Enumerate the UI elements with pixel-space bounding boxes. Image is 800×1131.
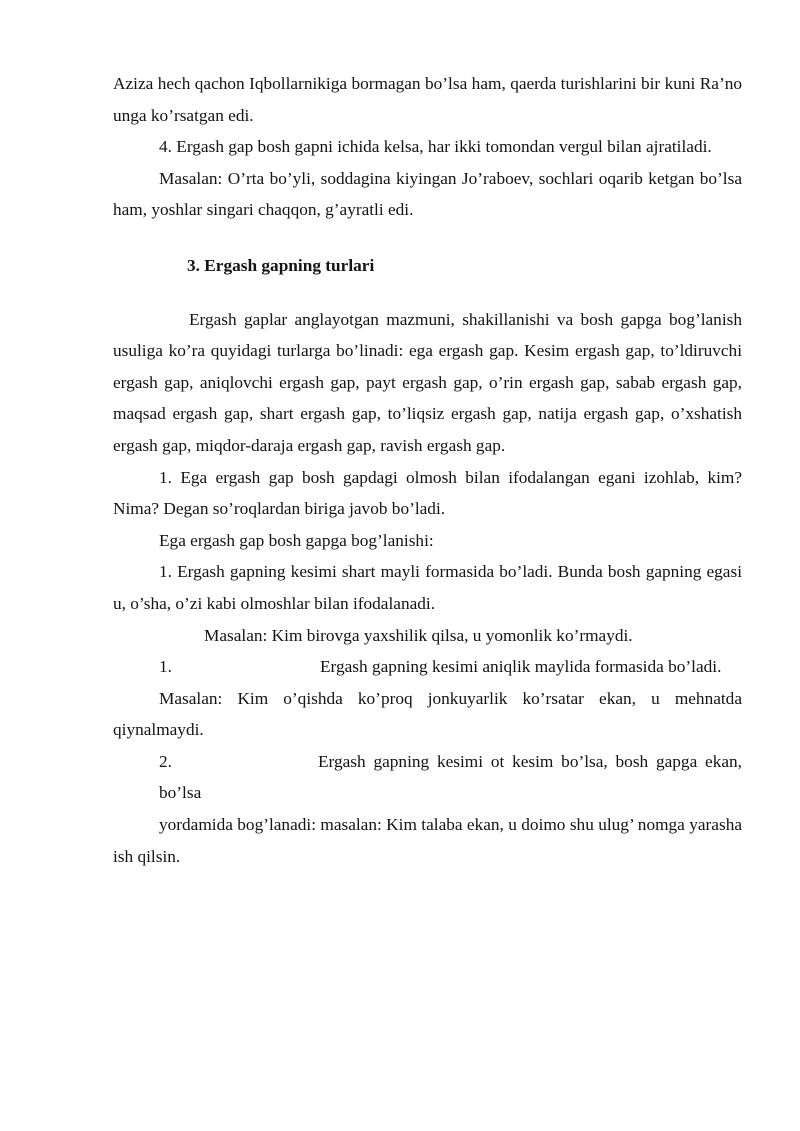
list-text: Ergash gapning kesimi aniqlik maylida formasida bo’ladi.: [320, 657, 722, 677]
paragraph-aziza: Aziza hech qachon Iqbollarnikiga bormagan bo’lsa ham, qaerda turishlarini bir kuni Ra’no unga ko’rsatgan edi.: [113, 74, 742, 125]
paragraph-example-kim-talaba: yordamida bog’lanadi: masalan: Kim talaba ekan, u doimo shu ulug’ nomga yarasha ish qilsin.: [113, 815, 742, 866]
paragraph-rule-4: 4. Ergash gap bosh gapni ichida kelsa, har ikki tomondan vergul bilan ajratiladi.: [159, 137, 712, 157]
document-body: [113, 68, 742, 872]
paragraph-types-overview: Ergash gaplar anglayotgan mazmuni, shakillanishi va bosh gapga bog’lanish usuliga ko’ra quyidagi turlarga bo’linadi: ega ergash gap. Kesim ergash gap, to’ldiruvchi ergash gap, aniqlovchi ergash gap, payt ergash gap, o’rin ergash gap, sabab ergash gap, maqsad ergash gap, shart ergash gap, to’liqsiz ergash gap, natija ergash gap, o’xshatish ergash gap, miqdor-daraja ergash gap, ravish ergash gap.: [113, 309, 742, 455]
list-number: 2.: [159, 751, 172, 771]
paragraph-example-joraboev: Masalan: O’rta bo’yli, soddagina kiyingan Jo’raboev, sochlari oqarib ketgan bo’lsa ham, yoshlar singari chaqqon, g’ayratli edi.: [113, 168, 742, 220]
list-number: 1.: [159, 657, 172, 677]
list-text: Ergash gapning kesimi ot kesim bo’lsa, bosh gapga ekan, bo’lsa: [159, 751, 742, 803]
paragraph-ot-kesim: [113, 746, 742, 809]
paragraph-aniqlik-mayli: [113, 651, 742, 683]
paragraph-example-kim-oqishda: Masalan: Kim o’qishda ko’proq jonkuyarlik ko’rsatar ekan, u mehnatda qiynalmaydi.: [113, 688, 742, 740]
paragraph-ega-connection: Ega ergash gap bosh gapga bog’lanishi:: [159, 530, 434, 550]
paragraph-ega-ergash-gap: 1. Ega ergash gap bosh gapdagi olmosh bilan ifodalangan egani izohlab, kim? Nima? Degan so’roqlardan biriga javob bo’ladi.: [113, 467, 742, 519]
section-heading: 3. Ergash gapning turlari: [187, 255, 375, 275]
paragraph-example-kim-birovga: Masalan: Kim birovga yaxshilik qilsa, u yomonlik ko’rmaydi.: [204, 625, 633, 645]
paragraph-shart-mayli: 1. Ergash gapning kesimi shart mayli formasida bo’ladi. Bunda bosh gapning egasi u, o’sha, o’zi kabi olmoshlar bilan ifodalanadi.: [113, 562, 742, 613]
